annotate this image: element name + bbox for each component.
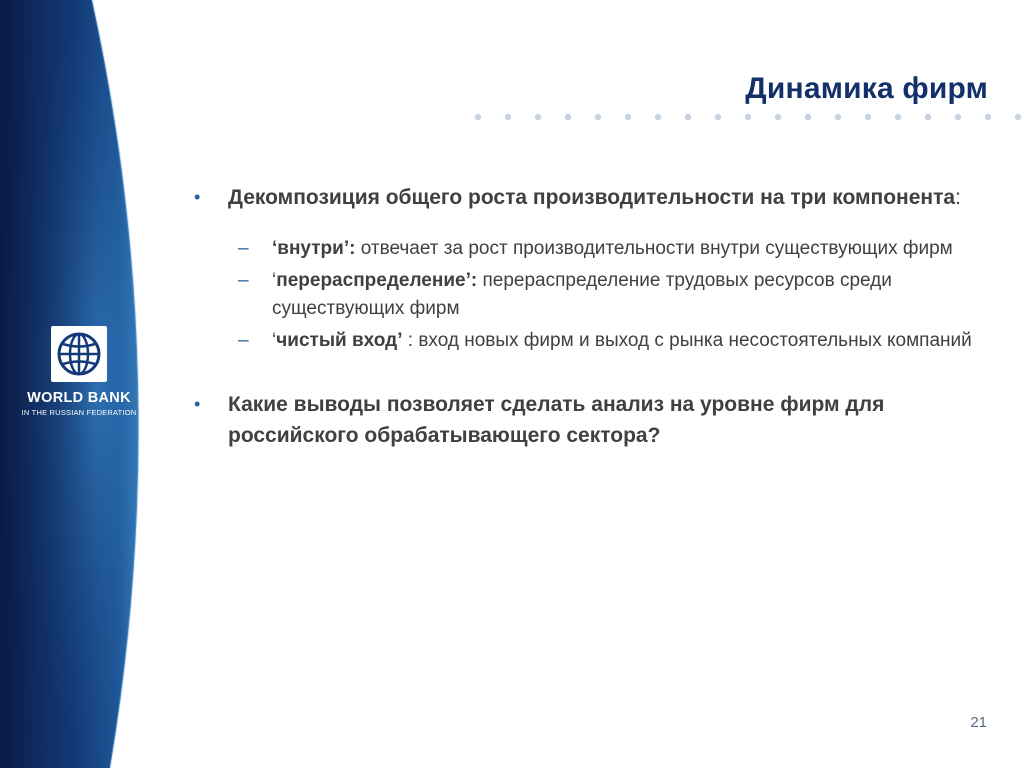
slide-title: Динамика фирм [745, 72, 988, 105]
separator-dot [625, 114, 631, 120]
separator-dot [925, 114, 931, 120]
sub-item [228, 267, 1010, 323]
dotted-separator [470, 109, 1024, 125]
separator-dot [745, 114, 751, 120]
separator-dot [595, 114, 601, 120]
bullet-item [190, 182, 1010, 213]
sub-open-quote: ‘ [272, 270, 277, 291]
logo-subtitle: IN THE RUSSIAN FEDERATION [21, 408, 137, 417]
bullet-mark: • [194, 394, 201, 414]
sub-text: перераспределение трудовых ресурсов среди существующих фирм [272, 270, 892, 319]
separator-dot [535, 114, 541, 120]
separator-dot [685, 114, 691, 120]
separator-dot [565, 114, 571, 120]
separator-dot [715, 114, 721, 120]
separator-dot [865, 114, 871, 120]
sub-item [228, 327, 1010, 355]
sub-dash: – [238, 330, 249, 351]
separator-dot [895, 114, 901, 120]
bullet-text: Декомпозиция общего роста производительности на три компонента [228, 186, 956, 209]
sub-dash: – [238, 238, 249, 259]
separator-dot [475, 114, 481, 120]
bullet-suffix: : [955, 186, 961, 209]
separator-dot [775, 114, 781, 120]
sub-term: ‘внутри’: [272, 238, 356, 259]
page-number: 21 [970, 714, 987, 731]
slide-content [190, 182, 1010, 451]
sub-open-quote: ‘ [272, 330, 277, 351]
separator-dot [505, 114, 511, 120]
sub-dash: – [238, 270, 249, 291]
sub-text: : вход новых фирм и выход с рынка несостоятельных компаний [402, 330, 972, 351]
bullet-item [190, 389, 1010, 451]
bullet-mark: • [194, 187, 201, 207]
sub-term: перераспределение’: [276, 270, 478, 291]
logo-name: WORLD BANK [27, 390, 131, 406]
separator-dot [1015, 114, 1021, 120]
separator-dot [835, 114, 841, 120]
sub-item [228, 235, 1010, 263]
separator-dot [805, 114, 811, 120]
separator-dot [985, 114, 991, 120]
globe-icon [51, 326, 107, 382]
world-bank-logo [14, 326, 144, 417]
sub-term: чистый вход’ [276, 330, 403, 351]
sub-list [228, 235, 1010, 355]
separator-dot [655, 114, 661, 120]
bullet-text: Какие выводы позволяет сделать анализ на уровне фирм для российского обрабатывающего сектора? [228, 393, 885, 447]
separator-dot [955, 114, 961, 120]
sub-text: отвечает за рост производительности внутри существующих фирм [355, 238, 953, 259]
